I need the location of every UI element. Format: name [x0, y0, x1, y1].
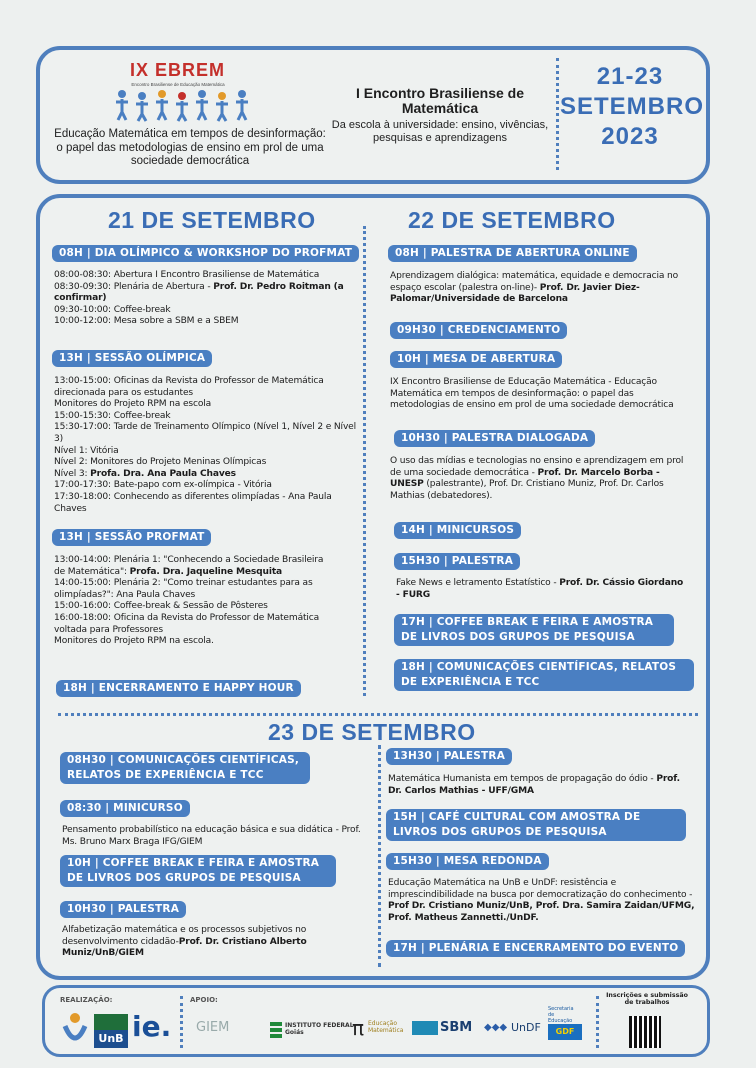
day21-block1 — [54, 270, 360, 328]
day23-block-palestra — [62, 925, 374, 960]
line: 08:00-08:30: Abertura I Encontro Brasiliense de Matemática — [54, 270, 320, 280]
line — [388, 878, 700, 924]
ebrem-people-logo-icon — [112, 88, 252, 122]
day23-tag-13h30: 13H30 | PALESTRA — [386, 748, 512, 765]
day21-title: 21 DE SETEMBRO — [108, 207, 316, 233]
text: Fake News e letramento Estatístico - — [396, 578, 560, 588]
unb-logo-bottom: UnB — [94, 1030, 128, 1048]
header-divider — [556, 58, 559, 170]
day22-title: 22 DE SETEMBRO — [408, 207, 616, 233]
line: 15:00-15:30: Coffee-break — [54, 410, 171, 421]
line: 15:30-17:00: Tarde de Treinamento Olímpico (Nível 1, Nível 2 e Nível 3) — [54, 422, 356, 444]
text: Educação Matemática na UnB e UnDF: resistência e imprescindibilidade na busca por democratização do conhecimento - — [388, 878, 693, 900]
event-dates — [560, 62, 705, 152]
ifg-logo — [285, 1022, 354, 1036]
speaker: Profa. Dra. Jaqueline Mesquita — [129, 566, 282, 577]
line: Pensamento probabilístico na educação básica e sua didática - Prof. Ms. Bruno Marx Braga IFG/GIEM — [62, 825, 361, 847]
column-divider-2 — [378, 745, 381, 967]
date-days: 21-23 — [596, 63, 664, 90]
ifg-logo-icon — [270, 1022, 282, 1038]
sbm-logo-icon — [412, 1021, 438, 1035]
line: Monitores do Projeto RPM na escola. — [54, 636, 214, 647]
day21-tag-08h: 08H | DIA OLÍMPICO & WORKSHOP DO PROFMAT — [52, 245, 359, 262]
line: 13:00-15:00: Oficinas da Revista do Professor de Matemática direcionada para os estudantes — [54, 376, 324, 398]
day22-tag-15h30: 15H30 | PALESTRA — [394, 553, 520, 570]
day23-tag-17h: 17H | PLENÁRIA E ENCERRAMENTO DO EVENTO — [386, 940, 685, 957]
speaker: Prof. Dr. Javier Diez-Palomar/Universidade de Barcelona — [390, 282, 640, 305]
ebrem-small-logo-icon — [60, 1010, 90, 1050]
line: Monitores do Projeto RPM na escola — [54, 399, 212, 410]
educ-matematica-logo: Educação Matemática — [368, 1020, 404, 1034]
line: 17:00-17:30: Bate-papo com ex-olímpica - Vitória — [54, 480, 272, 491]
speaker: Prof Dr. Cristiano Muniz/UnB, Prof. Dra. Samira Zaidan/UFMG, Prof. Matheus Zannetti./UnDF. — [388, 901, 695, 923]
unb-logo — [94, 1014, 128, 1048]
undf-logo: UnDF — [511, 1021, 541, 1034]
speaker: Profa. Dra. Ana Paula Chaves — [90, 468, 236, 479]
day23-tag-minicurso: 08:30 | MINICURSO — [60, 800, 190, 817]
day23-block-13h30 — [388, 774, 688, 797]
day21-block2 — [54, 376, 364, 515]
date-month: SETEMBRO — [560, 93, 705, 120]
day23-tag-10h30: 10H30 | PALESTRA — [60, 901, 186, 918]
secretaria-label: Secretaria de Educação — [548, 1006, 574, 1024]
sbm-logo: SBM — [440, 1020, 473, 1035]
realizacao-label: REALIZAÇÃO: — [60, 996, 113, 1004]
line: 16:00-18:00: Oficina da Revista do Professor de Matemática voltada para Professores — [54, 612, 320, 635]
line — [54, 555, 334, 578]
line — [54, 469, 364, 481]
speaker: Prof. Dr. Carlos Mathias - UFF/GMA — [388, 774, 680, 796]
day23-block-minicurso — [62, 825, 362, 848]
ie-logo: ie. — [132, 1010, 172, 1043]
ifg-sub: Goiás — [285, 1029, 304, 1036]
day22-tag-18h: 18H | COMUNICAÇÕES CIENTÍFICAS, RELATOS DE EXPERIÊNCIA E TCC — [394, 659, 694, 691]
gdf-logo: GDF — [548, 1024, 582, 1040]
day22-tag-10h: 10H | MESA DE ABERTURA — [390, 351, 562, 368]
line — [388, 774, 688, 797]
day22-block4 — [390, 456, 690, 502]
day22-block6 — [396, 578, 688, 601]
line — [62, 925, 374, 960]
text: (palestrante), Prof. Dr. Cristiano Muniz, Prof. Dr. Carlos Mathias (debatedores). — [390, 479, 664, 501]
event-title: I Encontro Brasiliense de Matemática — [355, 85, 525, 116]
day22-tag-09h30: 09H30 | CREDENCIAMENTO — [390, 322, 567, 339]
speaker: Prof. Dr. Cássio Giordano - FURG — [396, 578, 684, 600]
day21-tag-13h-olimpica: 13H | SESSÃO OLÍMPICA — [52, 350, 212, 367]
footer-divider-2 — [596, 996, 599, 1048]
line: IX Encontro Brasiliense de Educação Matemática - Educação Matemática em tempos de desinformação: o papel das metodologias de ensino em prol de uma sociedade democrática — [390, 377, 674, 411]
giem-logo: GIEM — [196, 1020, 230, 1035]
line: Nível 1: Vitória — [54, 445, 119, 456]
day23-title: 23 DE SETEMBRO — [268, 719, 476, 745]
undf-icon: ◆◆◆ — [484, 1022, 508, 1033]
day22-block1 — [390, 271, 690, 306]
ifg-name: INSTITUTO FEDERAL — [285, 1022, 354, 1029]
event-theme: Educação Matemática em tempos de desinformação: o papel das metodologias de ensino em prol de uma sociedade democrática — [54, 128, 326, 167]
apoio-label: APOIO: — [190, 996, 218, 1004]
date-year: 2023 — [601, 123, 659, 150]
line: 14:00-15:00: Plenária 2: "Como treinar estudantes para as olimpíadas?": Ana Paula Chaves — [54, 578, 313, 600]
text: 08:30-09:30: Plenária de Abertura - — [54, 281, 214, 292]
day23-tag-08h30: 08H30 | COMUNICAÇÕES CIENTÍFICAS, RELATOS DE EXPERIÊNCIA E TCC — [60, 752, 310, 784]
day21-tag-13h-profmat: 13H | SESSÃO PROFMAT — [52, 529, 211, 546]
ebrem-logo-subtitle: Encontro Brasiliense de Educação Matemática — [131, 82, 225, 87]
event-subtitle: Da escola à universidade: ensino, vivências, pesquisas e aprendizagens — [331, 119, 549, 144]
day21-block3 — [54, 555, 334, 648]
qr-code-icon[interactable] — [629, 1016, 661, 1048]
day23-tag-15h30: 15H30 | MESA REDONDA — [386, 853, 549, 870]
day23-tag-15h: 15H | CAFÉ CULTURAL COM AMOSTRA DE LIVROS DOS GRUPOS DE PESQUISA — [386, 809, 686, 841]
text: 13:00-14:00: Plenária 1: "Conhecendo a Sociedade Brasileira de Matemática": — [54, 555, 324, 577]
day22-tag-08h: 08H | PALESTRA DE ABERTURA ONLINE — [388, 245, 637, 262]
ebrem-logo-title: IX EBREM — [130, 60, 226, 80]
line: 17:30-18:00: Conhecendo as diferentes olimpíadas - Ana Paula Chaves — [54, 491, 332, 514]
day-divider — [58, 713, 698, 716]
line: 15:00-16:00: Coffee-break & Sessão de Pôsteres — [54, 601, 268, 612]
text: Alfabetização matemática e os processos subjetivos no desenvolvimento cidadão- — [62, 925, 307, 947]
line: Nível 2: Monitores do Projeto Meninas Olímpicas — [54, 457, 267, 468]
text: Aprendizagem dialógica: matemática, equidade e democracia no espaço escolar (palestra on-line)- — [390, 271, 679, 293]
text: Nível 3: — [54, 468, 91, 479]
line — [396, 578, 688, 601]
day23-tag-10h: 10H | COFFEE BREAK E FEIRA E AMOSTRA DE LIVROS DOS GRUPOS DE PESQUISA — [60, 855, 336, 887]
day22-tag-14h: 14H | MINICURSOS — [394, 522, 521, 539]
day22-block3 — [390, 377, 690, 412]
day22-tag-10h30: 10H30 | PALESTRA DIALOGADA — [394, 430, 595, 447]
footer-divider — [180, 996, 183, 1048]
inscricoes-label: Inscrições e submissão de trabalhos — [606, 992, 688, 1006]
day23-block-15h30 — [388, 878, 700, 924]
text: O uso das mídias e tecnologias no ensino e aprendizagem em prol de uma sociedade democrática - — [390, 456, 684, 478]
pi-icon: π — [352, 1016, 365, 1040]
speaker: Prof. Dr. Pedro Roitman (a confirmar) — [54, 281, 344, 304]
day21-tag-18h: 18H | ENCERRAMENTO E HAPPY HOUR — [56, 680, 301, 697]
day22-tag-17h: 17H | COFFEE BREAK E FEIRA E AMOSTRA DE LIVROS DOS GRUPOS DE PESQUISA — [394, 614, 674, 646]
line — [390, 271, 690, 306]
speaker: Prof. Dr. Marcelo Borba -UNESP — [390, 467, 660, 490]
line: 10:00-12:00: Mesa sobre a SBM e a SBEM — [54, 316, 239, 327]
line: 09:30-10:00: Coffee-break — [54, 304, 171, 315]
text: Matemática Humanista em tempos de propagação do ódio - — [388, 774, 657, 784]
line — [54, 282, 360, 305]
speaker: Prof. Dr. Cristiano Alberto Muniz/UnB/GIEM — [62, 936, 307, 959]
line — [390, 456, 690, 502]
